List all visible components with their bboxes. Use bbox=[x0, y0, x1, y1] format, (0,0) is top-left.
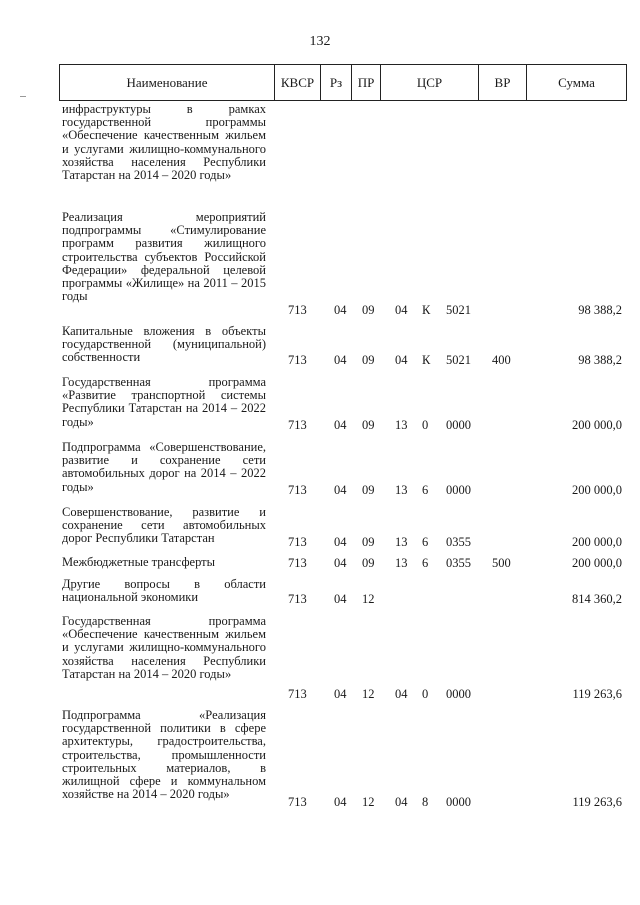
margin-mark bbox=[20, 96, 26, 97]
row-kvsr: 713 bbox=[288, 686, 307, 701]
row-name: Совершенствование, развитие и сохранение сети автомобильных дорог Республики Татарстан bbox=[62, 505, 266, 546]
table-row bbox=[62, 578, 622, 606]
row-sum: 200 000,0 bbox=[572, 417, 622, 432]
row-pr: 09 bbox=[362, 482, 375, 497]
row-csr-code: 0355 bbox=[446, 534, 471, 549]
row-csr-subprogram: 6 bbox=[422, 534, 429, 549]
row-csr-code: 0355 bbox=[446, 555, 471, 570]
row-kvsr: 713 bbox=[288, 302, 307, 317]
header-csr: ЦСР bbox=[381, 65, 479, 100]
row-kvsr: 713 bbox=[288, 591, 307, 606]
header-name: Наименование bbox=[60, 65, 275, 100]
table-row bbox=[62, 325, 622, 367]
row-csr-program: 13 bbox=[395, 482, 408, 497]
table-row bbox=[62, 376, 622, 432]
row-csr-code: 0000 bbox=[446, 686, 471, 701]
row-name: Капитальные вложения в объекты государственной (муниципальной) собственности bbox=[62, 324, 266, 365]
row-vr: 400 bbox=[492, 352, 511, 367]
table-row bbox=[62, 506, 622, 549]
row-csr-code: 0000 bbox=[446, 482, 471, 497]
row-csr-program: 13 bbox=[395, 555, 408, 570]
row-pr: 09 bbox=[362, 302, 375, 317]
row-rz: 04 bbox=[334, 417, 347, 432]
table-row bbox=[62, 556, 622, 570]
header-vr: ВР bbox=[479, 65, 527, 100]
row-kvsr: 713 bbox=[288, 794, 307, 809]
row-name: Подпрограмма «Реализация государственной политики в сфере архитектуры, градостроительства, строительства, промышленности строительных материалов, в жилищной сфере и коммунальном хозяйстве на 2014 – 2020 годы» bbox=[62, 708, 266, 802]
row-csr-code: 5021 bbox=[446, 302, 471, 317]
row-csr-subprogram: 6 bbox=[422, 482, 429, 497]
row-rz: 04 bbox=[334, 555, 347, 570]
row-pr: 09 bbox=[362, 555, 375, 570]
row-name: Другие вопросы в области национальной экономики bbox=[62, 577, 266, 605]
row-rz: 04 bbox=[334, 482, 347, 497]
row-pr: 12 bbox=[362, 794, 375, 809]
table-row bbox=[62, 103, 622, 209]
row-rz: 04 bbox=[334, 591, 347, 606]
row-rz: 04 bbox=[334, 302, 347, 317]
row-csr-subprogram: К bbox=[422, 302, 431, 317]
row-csr-subprogram: К bbox=[422, 352, 431, 367]
row-csr-program: 04 bbox=[395, 794, 408, 809]
row-csr-subprogram: 0 bbox=[422, 417, 429, 432]
row-csr-subprogram: 8 bbox=[422, 794, 429, 809]
row-csr-code: 0000 bbox=[446, 794, 471, 809]
row-name: Государственная программа «Развитие транспортной системы Республики Татарстан на 2014 – 2022 годы» bbox=[62, 375, 266, 429]
row-csr-code: 5021 bbox=[446, 352, 471, 367]
row-csr-code: 0000 bbox=[446, 417, 471, 432]
row-sum: 98 388,2 bbox=[578, 302, 622, 317]
row-pr: 09 bbox=[362, 352, 375, 367]
header-pr: ПР bbox=[352, 65, 381, 100]
header-rz: Рз bbox=[321, 65, 352, 100]
row-kvsr: 713 bbox=[288, 555, 307, 570]
row-kvsr: 713 bbox=[288, 417, 307, 432]
row-csr-program: 04 bbox=[395, 686, 408, 701]
row-name: Подпрограмма «Совершенствование, развитие и сохранение сети автомобильных дорог на 2014 – 2022 годы» bbox=[62, 440, 266, 494]
row-kvsr: 713 bbox=[288, 482, 307, 497]
row-csr-subprogram: 6 bbox=[422, 555, 429, 570]
table-row bbox=[62, 441, 622, 497]
page-number: 132 bbox=[309, 34, 331, 49]
row-name: Государственная программа «Обеспечение качественным жильем и услугами жилищно-коммунального хозяйства населения Республики Татарстан на 2014 – 2020 годы» bbox=[62, 614, 266, 681]
row-csr-subprogram: 0 bbox=[422, 686, 429, 701]
row-sum: 814 360,2 bbox=[572, 591, 622, 606]
row-rz: 04 bbox=[334, 352, 347, 367]
table-row bbox=[62, 709, 622, 809]
header-kvsr: КВСР bbox=[275, 65, 321, 100]
row-csr-program: 13 bbox=[395, 534, 408, 549]
table-header bbox=[59, 64, 627, 101]
header-sum: Сумма bbox=[558, 75, 595, 90]
row-name: инфраструктуры в рамках государственной программы «Обеспечение качественным жильем и услугами жилищно-коммунального хозяйства населения Республики Татарстан на 2014 – 2020 годы» bbox=[62, 102, 266, 183]
row-sum: 200 000,0 bbox=[572, 534, 622, 549]
row-name: Реализация мероприятий подпрограммы «Стимулирование программ развития жилищного строительства субъектов Российской Федерации» федеральной целевой программы «Жилище» на 2011 – 2015 годы bbox=[62, 210, 266, 304]
row-rz: 04 bbox=[334, 794, 347, 809]
row-vr: 500 bbox=[492, 555, 511, 570]
row-sum: 200 000,0 bbox=[572, 482, 622, 497]
row-rz: 04 bbox=[334, 686, 347, 701]
row-pr: 09 bbox=[362, 534, 375, 549]
row-kvsr: 713 bbox=[288, 534, 307, 549]
row-name: Межбюджетные трансферты bbox=[62, 555, 216, 569]
row-csr-program: 13 bbox=[395, 417, 408, 432]
row-sum: 119 263,6 bbox=[572, 686, 622, 701]
row-kvsr: 713 bbox=[288, 352, 307, 367]
row-sum: 119 263,6 bbox=[572, 794, 622, 809]
row-sum: 200 000,0 bbox=[572, 555, 622, 570]
row-pr: 12 bbox=[362, 686, 375, 701]
row-csr-program: 04 bbox=[395, 302, 408, 317]
row-sum: 98 388,2 bbox=[578, 352, 622, 367]
row-pr: 09 bbox=[362, 417, 375, 432]
table-row bbox=[62, 211, 622, 317]
row-rz: 04 bbox=[334, 534, 347, 549]
row-csr-program: 04 bbox=[395, 352, 408, 367]
row-pr: 12 bbox=[362, 591, 375, 606]
table-row bbox=[62, 615, 622, 701]
